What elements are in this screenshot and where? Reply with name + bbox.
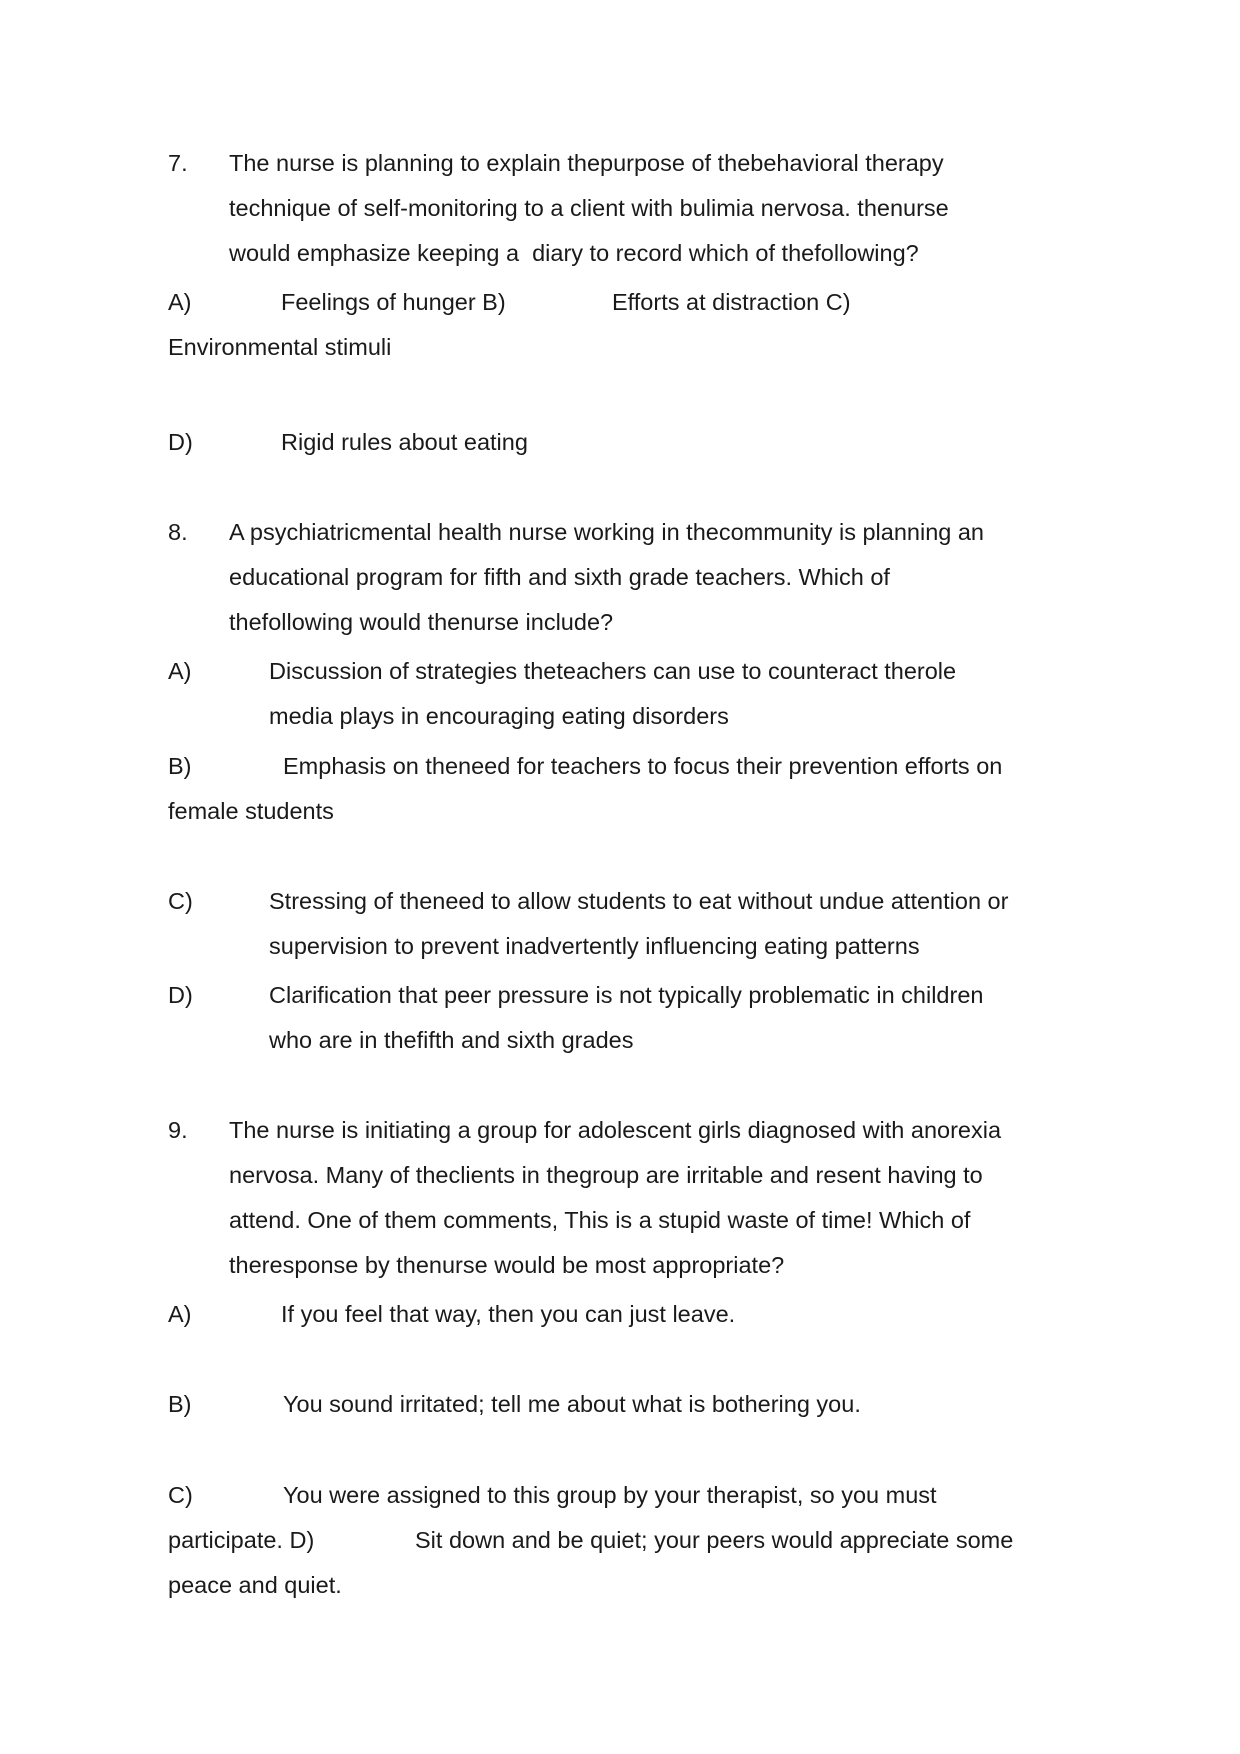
question-stem-line: theresponse by thenurse would be most appropriate?	[229, 1252, 785, 1278]
option-letter: C)	[168, 888, 193, 914]
question-stem-line: The nurse is planning to explain thepurpose of thebehavioral therapy	[229, 150, 944, 176]
question-number: 9.	[168, 1117, 188, 1143]
question-number: 7.	[168, 150, 188, 176]
question-stem-line: technique of self-monitoring to a client with bulimia nervosa. thenurse	[229, 195, 949, 221]
option-text: Sit down and be quiet; your peers would appreciate some	[415, 1527, 1014, 1553]
option-text: participate. D)	[168, 1527, 315, 1553]
option-text: Feelings of hunger B)	[281, 289, 506, 315]
option-text: You were assigned to this group by your therapist, so you must	[283, 1482, 937, 1508]
option-text: Clarification that peer pressure is not typically problematic in children	[269, 982, 984, 1008]
option-text: Emphasis on theneed for teachers to focus their prevention efforts on	[283, 753, 1003, 779]
option-letter: C)	[168, 1482, 193, 1508]
option-letter: A)	[168, 658, 192, 684]
option-text: Environmental stimuli	[168, 334, 392, 360]
option-text: Rigid rules about eating	[281, 429, 528, 455]
option-letter: A)	[168, 1301, 192, 1327]
option-text: You sound irritated; tell me about what is bothering you.	[283, 1391, 861, 1417]
option-text: female students	[168, 798, 334, 824]
option-letter: D)	[168, 429, 193, 455]
option-letter: B)	[168, 753, 192, 779]
question-stem-line: nervosa. Many of theclients in thegroup are irritable and resent having to	[229, 1162, 983, 1188]
question-stem-line: A psychiatricmental health nurse working in thecommunity is planning an	[229, 519, 985, 545]
option-text: Discussion of strategies theteachers can use to counteract therole	[269, 658, 957, 684]
question-stem-line: educational program for fifth and sixth grade teachers. Which of	[229, 564, 890, 590]
option-text: supervision to prevent inadvertently influencing eating patterns	[269, 933, 920, 959]
question-stem-line: thefollowing would thenurse include?	[229, 609, 614, 635]
question-stem-line: attend. One of them comments, This is a stupid waste of time! Which of	[229, 1207, 971, 1233]
option-text: Stressing of theneed to allow students to eat without undue attention or	[269, 888, 1009, 914]
question-number: 8.	[168, 519, 188, 545]
option-letter: D)	[168, 982, 193, 1008]
option-text: peace and quiet.	[168, 1572, 342, 1598]
question-stem-line: would emphasize keeping a diary to record which of thefollowing?	[229, 240, 919, 266]
option-text: If you feel that way, then you can just leave.	[281, 1301, 736, 1327]
option-text: media plays in encouraging eating disorders	[269, 703, 729, 729]
option-letter: B)	[168, 1391, 192, 1417]
option-text: who are in thefifth and sixth grades	[269, 1027, 634, 1053]
option-text: Efforts at distraction C)	[612, 289, 851, 315]
question-stem-line: The nurse is initiating a group for adolescent girls diagnosed with anorexia	[229, 1117, 1002, 1143]
option-letter: A)	[168, 289, 192, 315]
